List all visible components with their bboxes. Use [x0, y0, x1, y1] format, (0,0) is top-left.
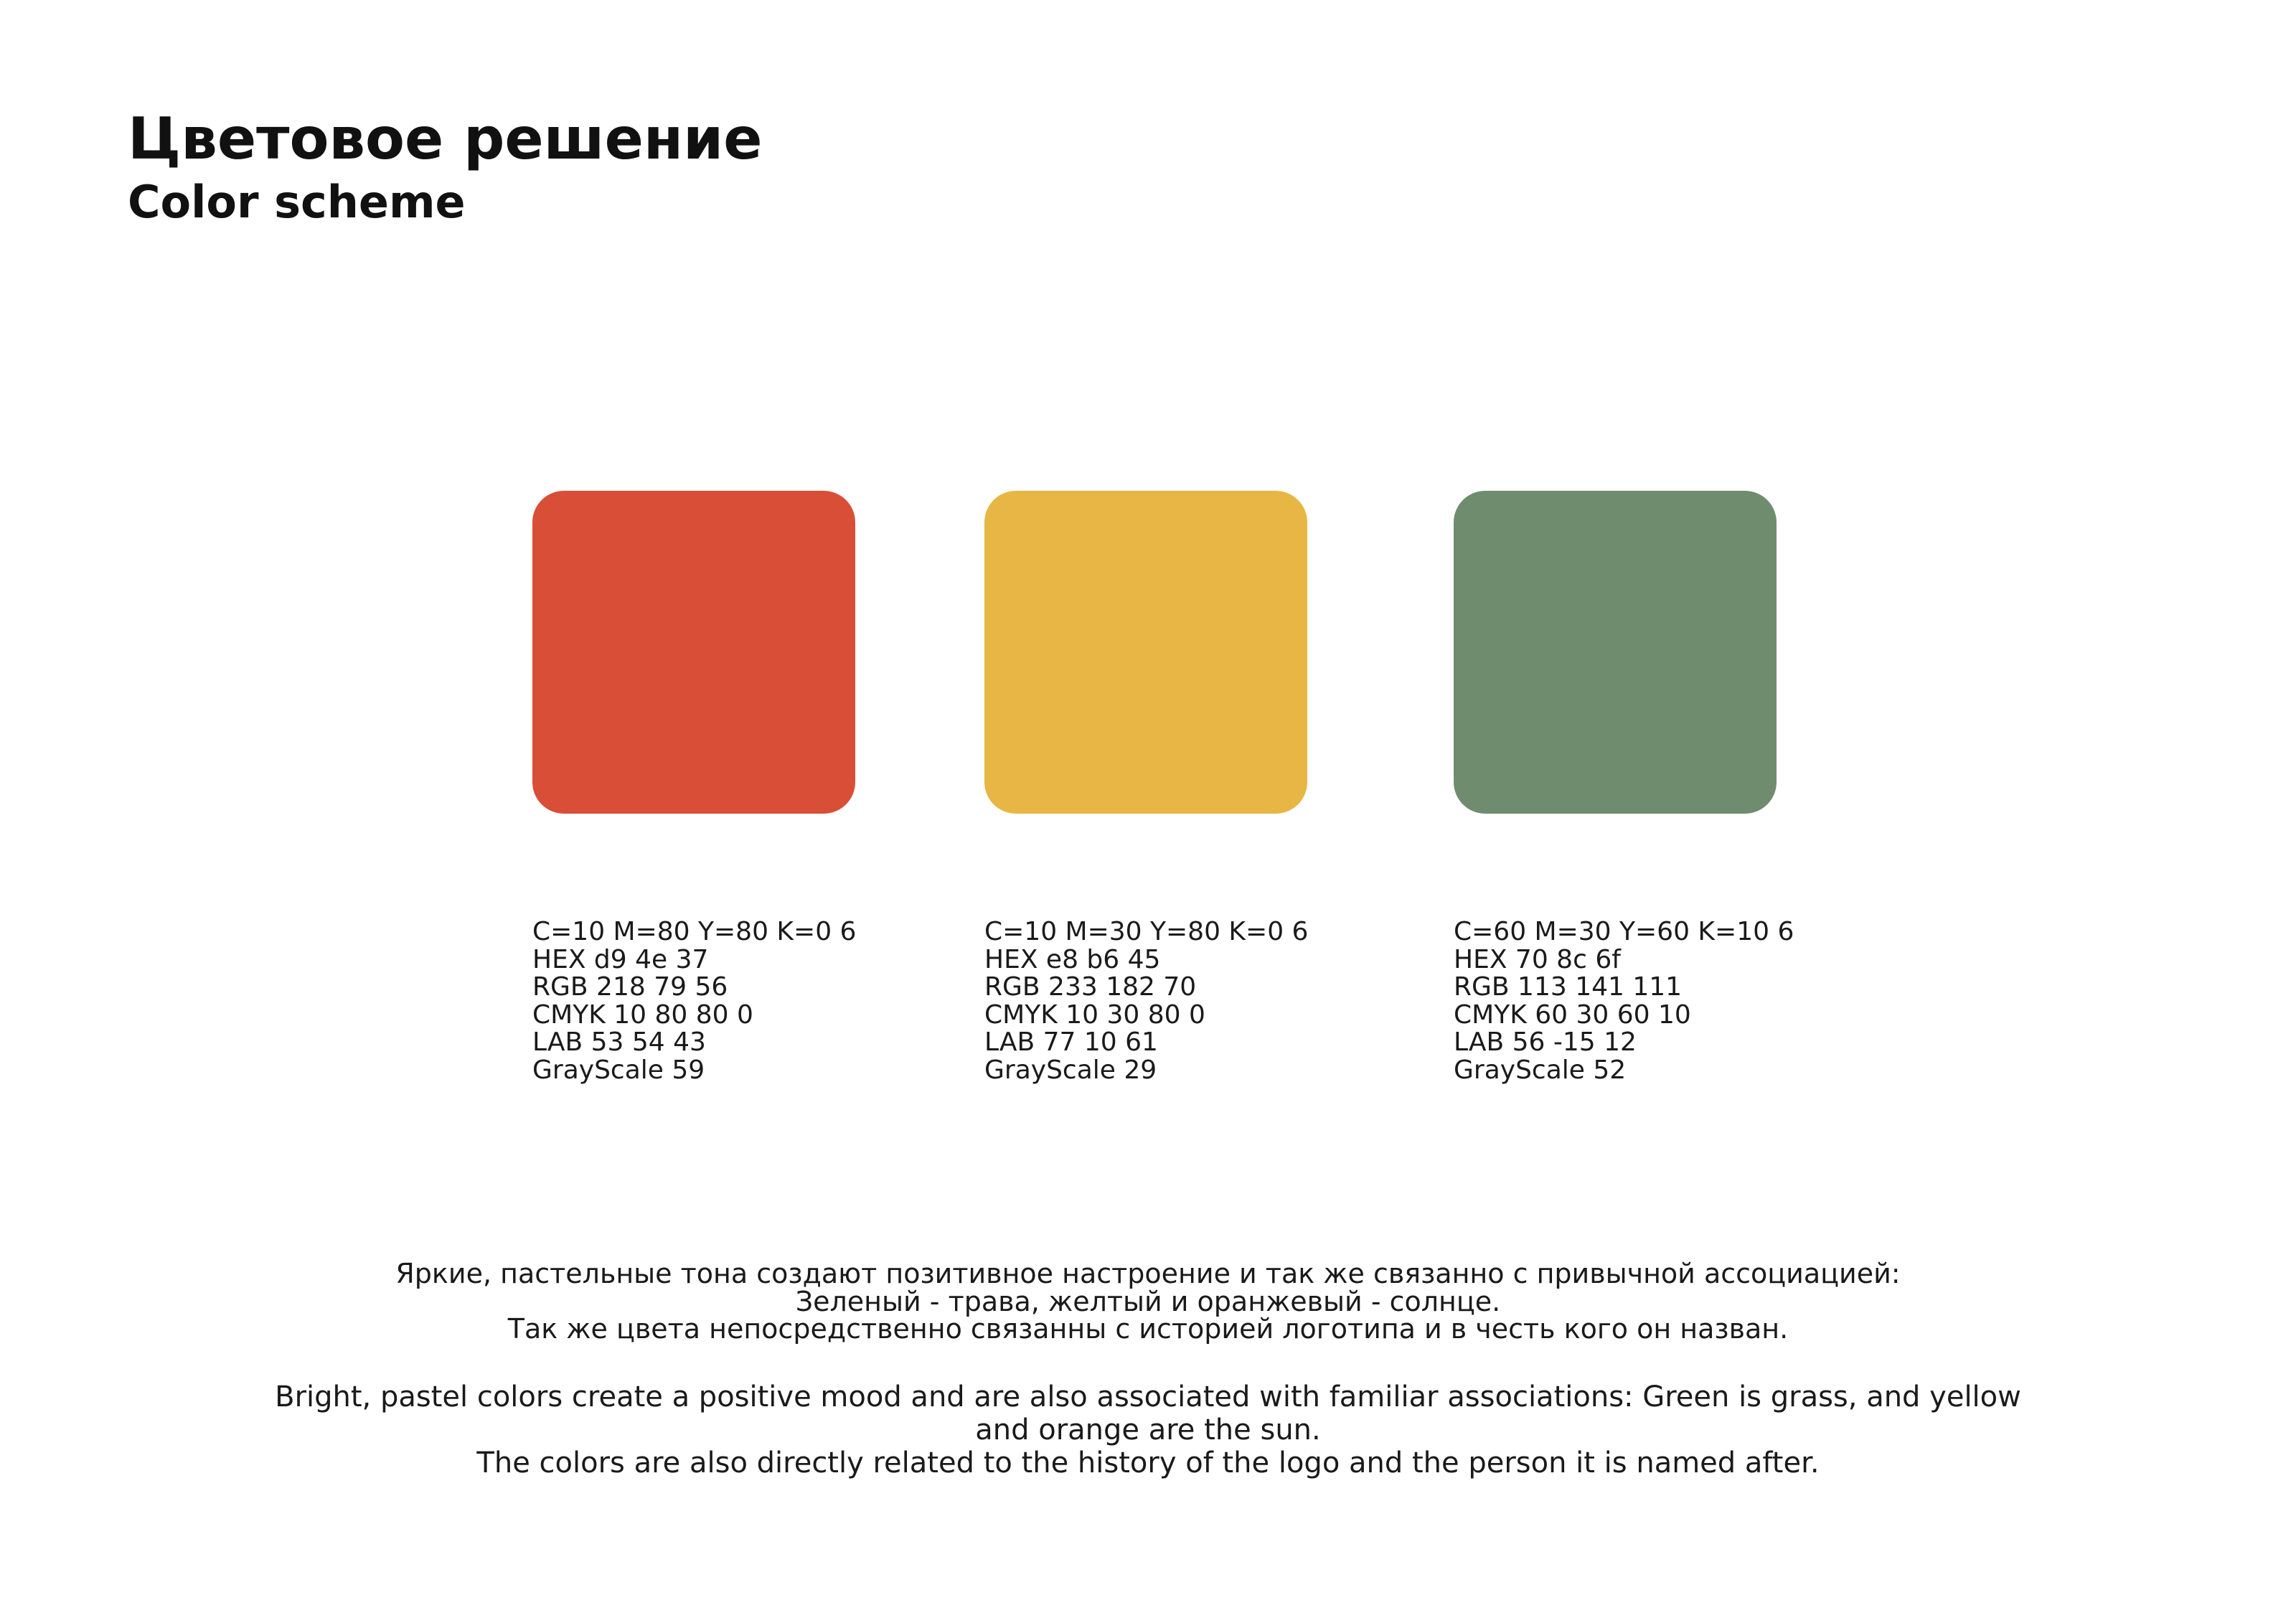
page-title: Цветовое решение — [128, 105, 763, 172]
spec-line: CMYK 10 30 80 0 — [984, 999, 1205, 1030]
spec-line: LAB 53 54 43 — [532, 1027, 706, 1057]
spec-line: GrayScale 29 — [984, 1055, 1157, 1085]
spec-line: LAB 77 10 61 — [984, 1027, 1158, 1057]
swatch-yellow — [984, 491, 1307, 814]
spec-line: GrayScale 52 — [1454, 1055, 1627, 1085]
spec-line: RGB 113 141 111 — [1454, 972, 1683, 1002]
spec-line: C=10 M=80 Y=80 K=0 6 — [532, 917, 857, 946]
spec-line: C=60 M=30 Y=60 K=10 6 — [1454, 917, 1794, 946]
description-line: Так же цвета непосредственно связанны с историей логотипа и в честь кого он назван. — [507, 1313, 1789, 1345]
specs-green — [1454, 918, 1794, 1084]
spec-line: HEX e8 b6 45 — [984, 944, 1161, 974]
description-line: and orange are the sun. — [975, 1413, 1321, 1446]
description-line: The colors are also directly related to the history of the logo and the person it is named after. — [476, 1446, 1820, 1479]
specs-yellow — [984, 918, 1308, 1084]
page-subtitle: Color scheme — [128, 176, 466, 228]
spec-line: LAB 56 -15 12 — [1454, 1027, 1637, 1057]
description-ru — [215, 1260, 2081, 1343]
spec-line: HEX 70 8c 6f — [1454, 944, 1621, 974]
description-line: Bright, pastel colors create a positive mood and are also associated with familiar associations: Green is grass, and yellow — [275, 1380, 2021, 1413]
spec-line: RGB 233 182 70 — [984, 972, 1197, 1002]
swatch-red — [532, 491, 855, 814]
spec-line: C=10 M=30 Y=80 K=0 6 — [984, 917, 1309, 946]
description-line: Яркие, пастельные тона создают позитивное настроение и так же связанно с привычной ассоциацией: — [395, 1258, 1901, 1289]
description-en — [215, 1380, 2081, 1479]
spec-line: RGB 218 79 56 — [532, 972, 728, 1002]
description-line: Зеленый - трава, желтый и оранжевый - солнце. — [795, 1285, 1501, 1317]
spec-line: CMYK 10 80 80 0 — [532, 999, 753, 1030]
spec-line: CMYK 60 30 60 10 — [1454, 999, 1691, 1030]
swatch-green — [1454, 491, 1777, 814]
specs-red — [532, 918, 856, 1084]
spec-line: GrayScale 59 — [532, 1055, 705, 1085]
spec-line: HEX d9 4e 37 — [532, 944, 709, 974]
